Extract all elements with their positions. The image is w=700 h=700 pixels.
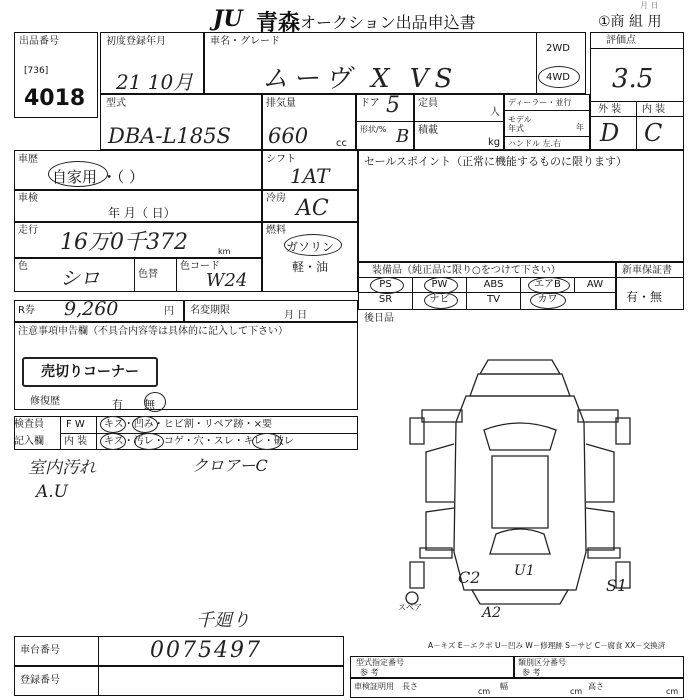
dealer-label: ディーラー・並行 <box>508 98 572 107</box>
exterior-label: 外 装 <box>598 104 622 115</box>
equip-pw: PW <box>431 279 448 290</box>
warranty-value: 有・無 <box>626 290 663 304</box>
circle-scratch-fw <box>100 416 126 433</box>
doors-value: 5 <box>386 93 400 118</box>
auction-logo: JU <box>213 6 243 32</box>
note-floor: クロアーC <box>192 456 268 475</box>
mileage-unit: km <box>218 247 231 256</box>
color-exchange-label: 色替 <box>138 269 158 280</box>
repair-history-label: 修復歴 <box>30 396 60 407</box>
notes-label: 注意事項申告欄（不具合内容等は具体的に記入して下さい） <box>18 326 288 337</box>
shift-label: シフト <box>266 154 296 165</box>
spare-label: スペア <box>398 603 422 612</box>
first-registration-label: 初度登録年月 <box>106 36 166 47</box>
cert-label: 車検証明用 <box>354 682 394 691</box>
category-label: 類別区分番号 <box>518 658 566 667</box>
mileage-label: 走行 <box>18 225 38 236</box>
shift-value: 1AT <box>290 164 330 188</box>
rating-value: 3.5 <box>612 64 654 94</box>
color-value: シロ <box>60 266 100 290</box>
type-designation-label: 型式指定番号 <box>356 658 404 667</box>
circle-scratch-int <box>100 433 126 450</box>
category-ref: 参 考 <box>522 668 541 677</box>
interior-items-label: 内 装 <box>64 436 88 447</box>
equip-sr: SR <box>378 294 393 305</box>
r-ticket-unit: 円 <box>164 306 174 317</box>
shape-label: 形状/% <box>360 125 387 134</box>
color-label: 色 <box>18 261 28 272</box>
note-au: A.U <box>36 482 69 502</box>
equip-abs: ABS <box>483 279 504 290</box>
registration-box <box>14 666 344 696</box>
history-value: 自家用 ・（ ） <box>52 168 145 186</box>
sale-corner-stamp: 売切りコーナー <box>22 357 158 387</box>
mark-a2: A2 <box>482 605 502 621</box>
interior-value: C <box>644 119 663 147</box>
r-ticket-value: 9,260 <box>64 298 119 320</box>
chassis-value: 0075497 <box>150 638 262 663</box>
form-title: オークション出品申込書 <box>300 13 476 32</box>
width-label: 幅 <box>500 682 508 691</box>
handle-label: ハンドル 左.右 <box>508 139 562 148</box>
record-label: 記入欄 <box>14 436 44 447</box>
fuel-gasoline: ガソリン <box>286 240 335 254</box>
car-name-value: ムーヴ X VS <box>262 64 459 94</box>
header-kanji: 青森 <box>256 11 301 36</box>
car-damage-diagram <box>400 352 640 622</box>
shape-value: B <box>396 126 410 147</box>
mark-c2: C2 <box>458 568 481 587</box>
rating-label: 評価点 <box>606 35 636 46</box>
r-ticket-label: R券 <box>18 305 35 316</box>
ac-value: AC <box>296 196 329 221</box>
drive-2wd: 2WD <box>546 43 570 54</box>
equipment-label: 装備品（純正品に限り○をつけて下さい） <box>372 265 561 276</box>
length-unit: cm <box>478 687 491 696</box>
drive-4wd-circle <box>538 66 580 88</box>
lot-subnumber: [736] <box>24 66 49 76</box>
cert-box <box>350 678 684 698</box>
history-circle <box>48 161 108 187</box>
displacement-unit: cc <box>336 138 347 149</box>
after-day-label: 後日品 <box>364 313 394 324</box>
equip-aw: AW <box>586 279 604 290</box>
inspector-label: 検査員 <box>14 419 44 430</box>
mark-u1: U1 <box>514 563 535 579</box>
circle-dirt-int <box>134 433 164 450</box>
model-label: 型式 <box>106 98 126 109</box>
load-label: 積載 <box>418 125 438 136</box>
lot-number: 4018 <box>24 86 86 111</box>
note-interior-dirt: 室内汚れ <box>28 458 96 478</box>
repair-history-options: 有 無 <box>112 398 155 411</box>
sales-point-label: セールスポイント（正常に機能するものに限ります） <box>364 155 628 168</box>
model-year-unit: 年 <box>576 123 584 132</box>
repair-none-circle <box>144 392 166 412</box>
capacity-label: 定員 <box>418 98 438 109</box>
fw-items: キズ・凹み・ヒビ割・リペア跡・×要 <box>104 419 272 430</box>
interior-label: 内 装 <box>642 104 666 115</box>
equip-ps-circle <box>370 277 404 294</box>
exterior-value: D <box>600 119 620 147</box>
capacity-unit: 人 <box>490 107 500 118</box>
mileage-value: 16万0千372 <box>60 230 188 255</box>
first-registration-value: 21 10月 <box>116 70 194 94</box>
type-designation-ref: 参 考 <box>360 668 379 677</box>
fuel-kei-oil: 軽・油 <box>292 260 329 274</box>
doors-label: ドア <box>360 98 380 109</box>
displacement-label: 排気量 <box>266 98 296 109</box>
equip-leather: カワ <box>537 294 558 305</box>
lot-number-label: 出品番号 <box>19 36 59 47</box>
equip-leather-circle <box>530 292 566 309</box>
equip-airbag: エアB <box>534 279 561 290</box>
damage-legend: A－キズ E－エクボ U－凹み W－修理跡 S－サビ C－腐食 XX－交換済 <box>428 641 666 650</box>
height-label: 高さ <box>588 682 604 691</box>
equip-tv: TV <box>487 294 500 305</box>
fuel-circle <box>284 234 342 256</box>
fw-label: F W <box>66 419 85 430</box>
name-change-date: 月 日 <box>284 310 308 321</box>
copy-label: ①商 組 用 <box>598 14 662 30</box>
color-code-value: W24 <box>206 270 248 291</box>
displacement-value: 660 <box>268 124 309 148</box>
inspection-date: 年 月（ 日） <box>108 206 176 220</box>
equip-navi: ナビ <box>429 294 450 305</box>
circle-dent-fw <box>132 416 158 433</box>
width-unit: cm <box>570 687 583 696</box>
inspection-label: 車検 <box>18 193 38 204</box>
equip-ps: PS <box>379 279 392 290</box>
load-unit: kg <box>488 137 501 148</box>
car-name-label: 車名・グレード <box>210 36 280 47</box>
model-year-label: モデル年式 <box>508 115 532 133</box>
note-thousand-round: 千廻り <box>196 610 250 631</box>
mark-s1: S1 <box>606 576 628 595</box>
height-unit: cm <box>666 687 679 696</box>
color-code-label: 色コード <box>180 261 220 272</box>
history-label: 車歴 <box>18 154 38 165</box>
circle-wear-int <box>252 433 282 450</box>
fuel-label: 燃料 <box>266 225 286 236</box>
equip-navi-circle <box>424 292 458 309</box>
chassis-label: 車台番号 <box>20 645 60 656</box>
name-change-label: 名変期限 <box>190 305 230 316</box>
corner-mark: 月 日 <box>640 1 659 10</box>
length-label: 長さ <box>402 682 418 691</box>
ac-label: 冷房 <box>266 193 286 204</box>
model-value: DBA-L185S <box>108 124 231 148</box>
interior-items: キズ・汚レ・コゲ・穴・スレ・キレ・破レ <box>104 436 294 447</box>
drive-4wd: 4WD <box>546 72 570 83</box>
registration-label: 登録番号 <box>20 675 60 686</box>
warranty-label: 新車保証書 <box>622 265 672 276</box>
